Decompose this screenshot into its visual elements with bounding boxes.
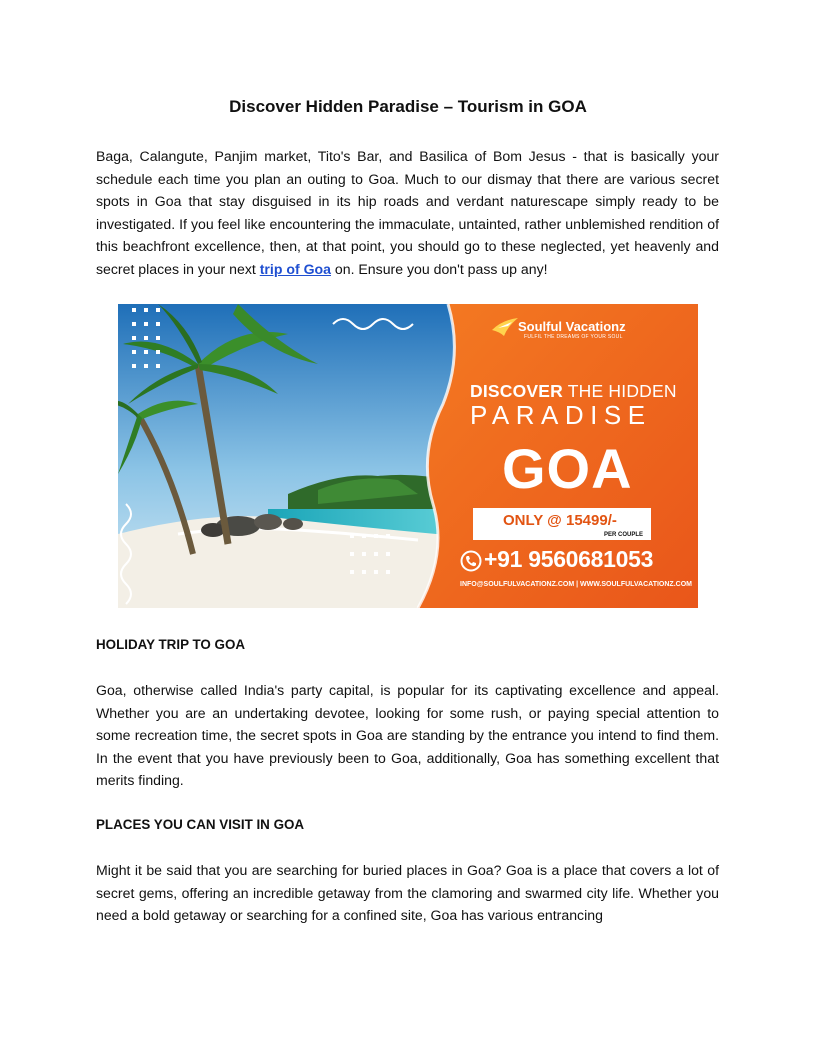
price-text: ONLY @ 15499/- [503,512,617,529]
paradise-text: PARADISE [470,400,652,430]
price-box [473,508,651,540]
discover-bold: DISCOVER [470,381,564,401]
brand-tagline: FULFIL THE DREAMS OF YOUR SOUL [524,334,623,340]
intro-text-after: on. Ensure you don't pass up any! [330,260,548,277]
discover-rest: THE HIDDEN [563,381,677,401]
airplane-logo-icon [490,316,520,340]
contact-line: INFO@SOULFULVACATIONZ.COM | WWW.SOULFULVACATIONZ.COM [460,581,692,588]
per-couple-label: PER COUPLE [603,532,643,538]
phone-number: +91 9560681053 [484,546,654,572]
goa-promo-banner [118,304,698,608]
trip-of-goa-link[interactable]: trip of Goa [259,260,331,277]
phone-icon [460,550,482,572]
discover-line [470,381,677,402]
goa-text: GOA [502,437,633,500]
intro-paragraph [96,145,719,281]
brand-block [490,316,626,340]
holiday-trip-heading: HOLIDAY TRIP TO GOA [96,637,246,652]
holiday-trip-paragraph: Goa, otherwise called India's party capital, is popular for its captivating excellence and appeal. Whether you are an undertaking devotee, looking for some rush, or paying special attention to some recreation time, the secret spots in Goa are standing by the entrance you intend to find them. In the event that you have previously been to Goa, additionally, Goa has something excellent that merits finding. [96,682,719,789]
places-heading: PLACES YOU CAN VISIT IN GOA [96,817,305,832]
intro-text-before: Baga, Calangute, Panjim market, Tito's Bar, and Basilica of Bom Jesus - that is basically your schedule each time you plan an outing to Goa. Much to our dismay that there are various secret spots in Goa that stay disguised in its hip roads and verdant naturescape simply ready to be investigated. If you feel like encountering the immaculate, untainted, rather unblemished rendition of this beachfront excellence, then, at that point, you should go to these neglected, yet heavenly and secret places in your next [96,148,719,277]
brand-name: Soulful Vacationz [518,319,626,334]
page-title: Discover Hidden Paradise – Tourism in GOA [229,97,587,116]
places-paragraph: Might it be said that you are searching for buried places in Goa? Goa is a place that covers a lot of secret gems, offering an incredible getaway from the clamoring and swarmed city life. Whether you need a bold getaway or searching for a confined site, Goa has various entrancing [96,862,719,924]
